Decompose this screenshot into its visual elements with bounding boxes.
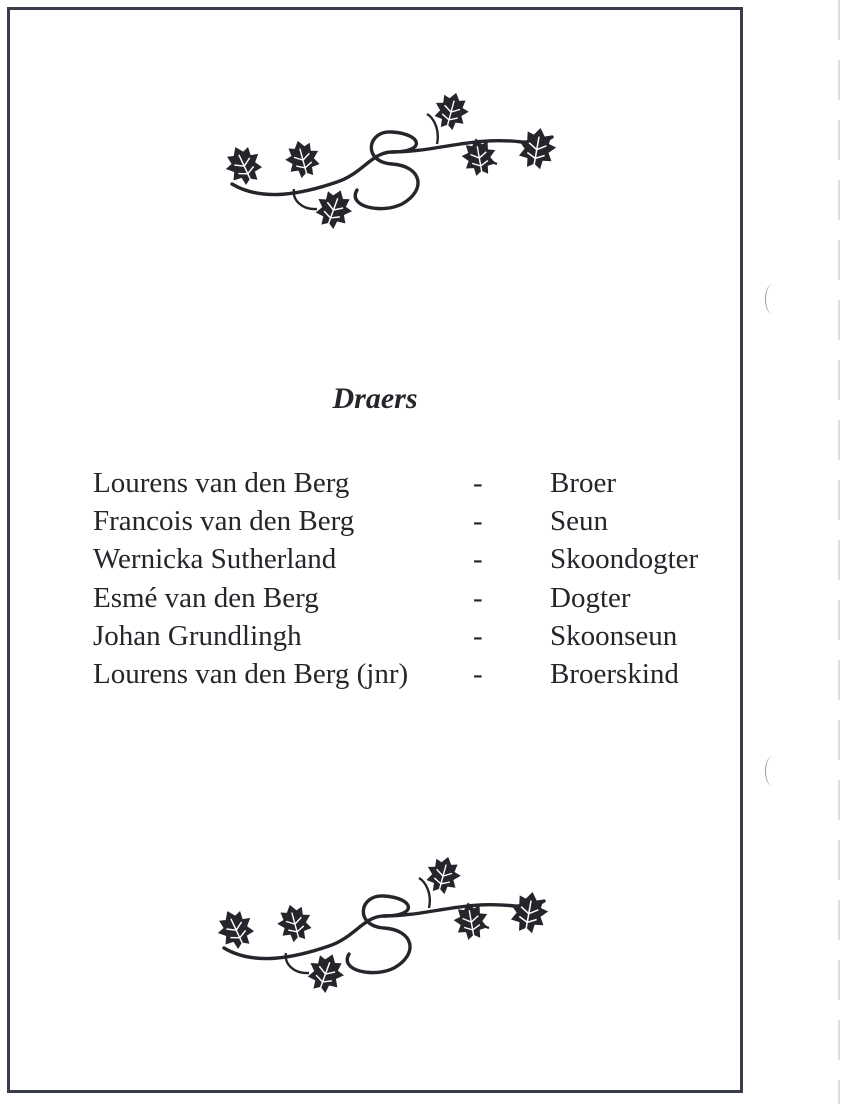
bearer-name: Lourens van den Berg	[93, 467, 350, 499]
vine-leaf-ornament-bottom	[214, 856, 554, 996]
bearer-relation: Broer	[550, 467, 617, 499]
bearer-name: Wernicka Sutherland	[93, 543, 337, 576]
punch-hole-bottom	[765, 756, 780, 786]
bearer-relation: Broerskind	[550, 657, 679, 690]
page-title: Draers	[332, 382, 418, 415]
bearer-relation: Dogter	[550, 581, 631, 614]
separator-dash: -	[473, 543, 483, 576]
bearer-name: Johan Grundlingh	[93, 619, 302, 652]
separator-dash: -	[473, 657, 483, 690]
separator-dash: -	[473, 619, 483, 652]
bearer-name: Francois van den Berg	[93, 505, 355, 538]
punch-hole-top	[765, 284, 780, 314]
vine-leaf-ornament-top	[222, 92, 562, 232]
page-edge	[838, 0, 840, 1104]
separator-dash: -	[473, 467, 483, 499]
bearer-relation: Skoonseun	[550, 619, 678, 652]
separator-dash: -	[473, 505, 483, 538]
bearer-relation: Seun	[550, 505, 608, 538]
bearer-name: Lourens van den Berg (jnr)	[93, 657, 409, 690]
bearer-name: Esmé van den Berg	[93, 581, 319, 614]
separator-dash: -	[473, 581, 483, 614]
bearer-relation: Skoondogter	[550, 543, 699, 576]
